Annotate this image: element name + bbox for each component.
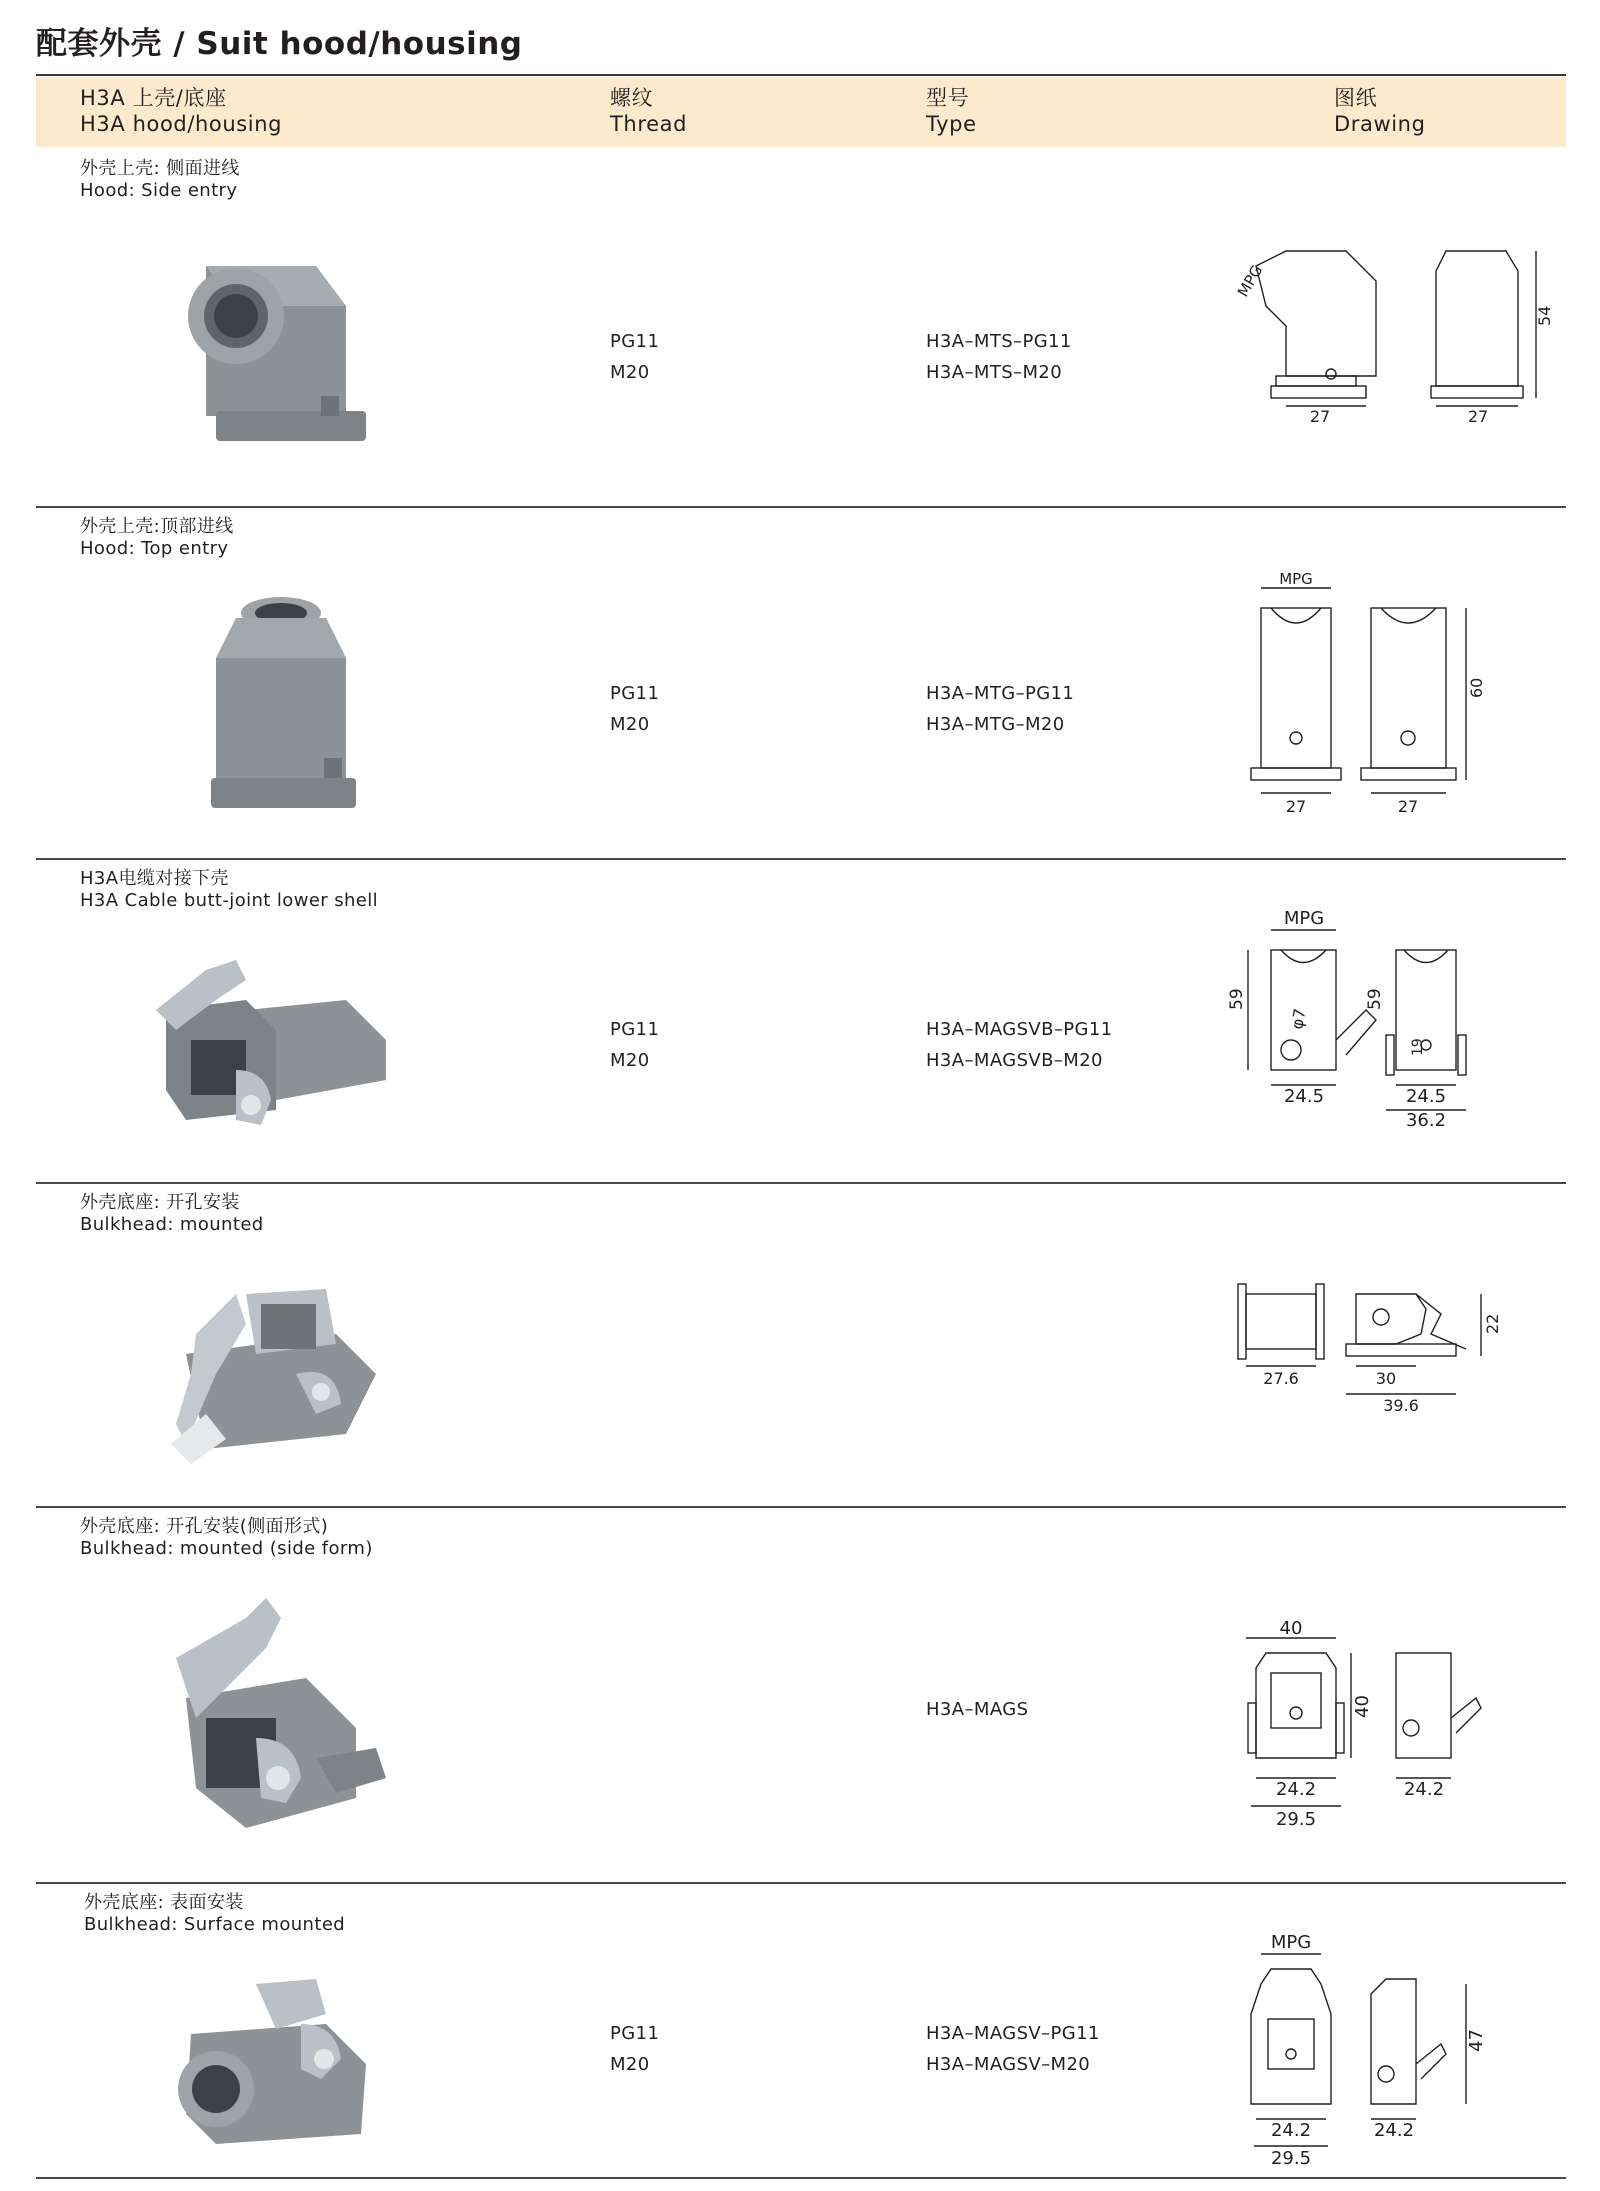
type-code: H3A–MAGS bbox=[926, 1699, 1029, 1720]
dim-label: 22 bbox=[1483, 1313, 1502, 1334]
row-label bbox=[80, 516, 234, 560]
header-type bbox=[926, 85, 977, 137]
dim-label: 24.2 bbox=[1373, 2120, 1415, 2141]
row-label-cn: 外壳上壳:顶部进线 bbox=[80, 516, 234, 537]
title-divider bbox=[36, 74, 1566, 76]
dim-label: MPG bbox=[1283, 910, 1325, 929]
hood-side-entry-photo bbox=[96, 246, 396, 466]
dim-label: MPG bbox=[1233, 261, 1267, 300]
header-thread-en: Thread bbox=[610, 112, 688, 136]
row-label-cn: 外壳底座: 表面安装 bbox=[84, 1892, 244, 1913]
dim-label: 24.5 bbox=[1283, 1086, 1325, 1107]
bulkhead-mounted-photo bbox=[96, 1264, 396, 1484]
dim-label: 27 bbox=[1467, 407, 1489, 426]
dim-label: 30 bbox=[1375, 1369, 1397, 1388]
type-cell bbox=[926, 1694, 1028, 1725]
row-label-en: H3A Cable butt-joint lower shell bbox=[80, 890, 379, 911]
thread-pg11: PG11 bbox=[610, 1019, 660, 1040]
dim-label: 39.6 bbox=[1383, 1396, 1419, 1414]
header-drawing bbox=[1334, 85, 1426, 137]
row-bulkhead-mounted bbox=[36, 1184, 1566, 1508]
dim-label: 27 bbox=[1285, 797, 1307, 816]
dim-label: 29.5 bbox=[1270, 2148, 1312, 2169]
drawing-hood-side-entry bbox=[1226, 246, 1556, 446]
dim-label: 19 bbox=[1410, 1038, 1426, 1056]
type-code: H3A–MTG–M20 bbox=[926, 714, 1065, 735]
hood-top-entry-photo bbox=[96, 588, 396, 828]
page-title: 配套外壳 / Suit hood/housing bbox=[36, 26, 523, 62]
dim-label: 47 bbox=[1466, 2029, 1487, 2052]
dim-label: 27.6 bbox=[1263, 1369, 1299, 1388]
row-label-en: Bulkhead: mounted (side form) bbox=[80, 1538, 373, 1559]
dim-label: MPG bbox=[1279, 570, 1313, 588]
dim-label: 60 bbox=[1467, 677, 1486, 698]
thread-pg11: PG11 bbox=[610, 331, 660, 352]
row-label-en: Hood: Side entry bbox=[80, 180, 238, 201]
header-type-cn: 型号 bbox=[926, 86, 970, 110]
dim-label: 54 bbox=[1535, 305, 1554, 326]
bulkhead-side-form-photo bbox=[96, 1598, 396, 1858]
type-cell bbox=[926, 1014, 1113, 1076]
drawing-bulkhead-side-form bbox=[1226, 1618, 1556, 1838]
header-hood-housing-cn: H3A 上壳/底座 bbox=[80, 86, 227, 110]
row-label-en: Hood: Top entry bbox=[80, 538, 229, 559]
thread-m20: M20 bbox=[610, 2054, 650, 2075]
cable-lower-shell-photo bbox=[96, 950, 396, 1150]
drawing-bulkhead-mounted bbox=[1226, 1254, 1556, 1414]
row-hood-side-entry bbox=[36, 150, 1566, 508]
bulkhead-surface-photo bbox=[96, 1964, 396, 2164]
row-label-cn: H3A电缆对接下壳 bbox=[80, 868, 229, 889]
header-drawing-cn: 图纸 bbox=[1334, 86, 1378, 110]
dim-label: 24.2 bbox=[1270, 2120, 1312, 2141]
drawing-hood-top-entry bbox=[1226, 568, 1556, 818]
dim-label: 24.2 bbox=[1275, 1779, 1317, 1800]
type-code: H3A–MAGSVB–PG11 bbox=[926, 1019, 1113, 1040]
drawing-cable-lower-shell bbox=[1226, 910, 1556, 1160]
drawing-bulkhead-surface bbox=[1226, 1924, 1556, 2174]
header-hood-housing-en: H3A hood/housing bbox=[80, 112, 283, 136]
row-bulkhead-side-form bbox=[36, 1508, 1566, 1884]
thread-cell bbox=[610, 1014, 659, 1076]
row-label bbox=[80, 1516, 373, 1560]
dim-label: 59 bbox=[1365, 988, 1385, 1010]
header-thread bbox=[610, 85, 687, 137]
thread-cell bbox=[610, 326, 659, 388]
type-cell bbox=[926, 2018, 1100, 2080]
thread-m20: M20 bbox=[610, 1050, 650, 1071]
row-label-cn: 外壳底座: 开孔安装 bbox=[80, 1192, 240, 1213]
type-cell bbox=[926, 678, 1074, 740]
row-label-cn: 外壳上壳: 侧面进线 bbox=[80, 158, 240, 179]
type-code: H3A–MAGSVB–M20 bbox=[926, 1050, 1103, 1071]
dim-label: 29.5 bbox=[1275, 1809, 1317, 1830]
header-hood-housing bbox=[80, 85, 282, 137]
row-cable-lower-shell bbox=[36, 860, 1566, 1184]
thread-m20: M20 bbox=[610, 714, 650, 735]
type-code: H3A–MAGSV–M20 bbox=[926, 2054, 1091, 2075]
row-label bbox=[80, 158, 240, 202]
type-code: H3A–MTG–PG11 bbox=[926, 683, 1075, 704]
header-type-en: Type bbox=[926, 112, 977, 136]
dim-label: 24.5 bbox=[1405, 1086, 1447, 1107]
row-label bbox=[80, 1192, 264, 1236]
dim-label: 24.2 bbox=[1403, 1779, 1445, 1800]
dim-label: MPG bbox=[1270, 1932, 1312, 1953]
row-label-cn: 外壳底座: 开孔安装(侧面形式) bbox=[80, 1516, 329, 1537]
dim-label: 36.2 bbox=[1405, 1110, 1447, 1131]
dim-label: 40 bbox=[1279, 1618, 1303, 1639]
dim-label: 40 bbox=[1352, 1695, 1373, 1718]
type-code: H3A–MTS–M20 bbox=[926, 362, 1063, 383]
thread-pg11: PG11 bbox=[610, 683, 660, 704]
dim-label: 27 bbox=[1309, 407, 1331, 426]
header-drawing-en: Drawing bbox=[1334, 112, 1426, 136]
row-label bbox=[80, 868, 378, 912]
table-header bbox=[36, 77, 1566, 147]
row-label-en: Bulkhead: Surface mounted bbox=[84, 1914, 346, 1935]
type-code: H3A–MTS–PG11 bbox=[926, 331, 1072, 352]
thread-cell bbox=[610, 678, 659, 740]
thread-m20: M20 bbox=[610, 362, 650, 383]
row-bulkhead-surface bbox=[36, 1884, 1566, 2179]
row-hood-top-entry bbox=[36, 508, 1566, 860]
row-label-en: Bulkhead: mounted bbox=[80, 1214, 264, 1235]
thread-cell bbox=[610, 2018, 659, 2080]
header-thread-cn: 螺纹 bbox=[610, 86, 654, 110]
row-divider bbox=[36, 2177, 1566, 2179]
row-label bbox=[84, 1892, 345, 1936]
dim-label: φ7 bbox=[1287, 1006, 1310, 1031]
type-code: H3A–MAGSV–PG11 bbox=[926, 2023, 1100, 2044]
dim-label: 59 bbox=[1227, 988, 1247, 1010]
dim-label: 27 bbox=[1397, 797, 1419, 816]
thread-pg11: PG11 bbox=[610, 2023, 660, 2044]
type-cell bbox=[926, 326, 1072, 388]
